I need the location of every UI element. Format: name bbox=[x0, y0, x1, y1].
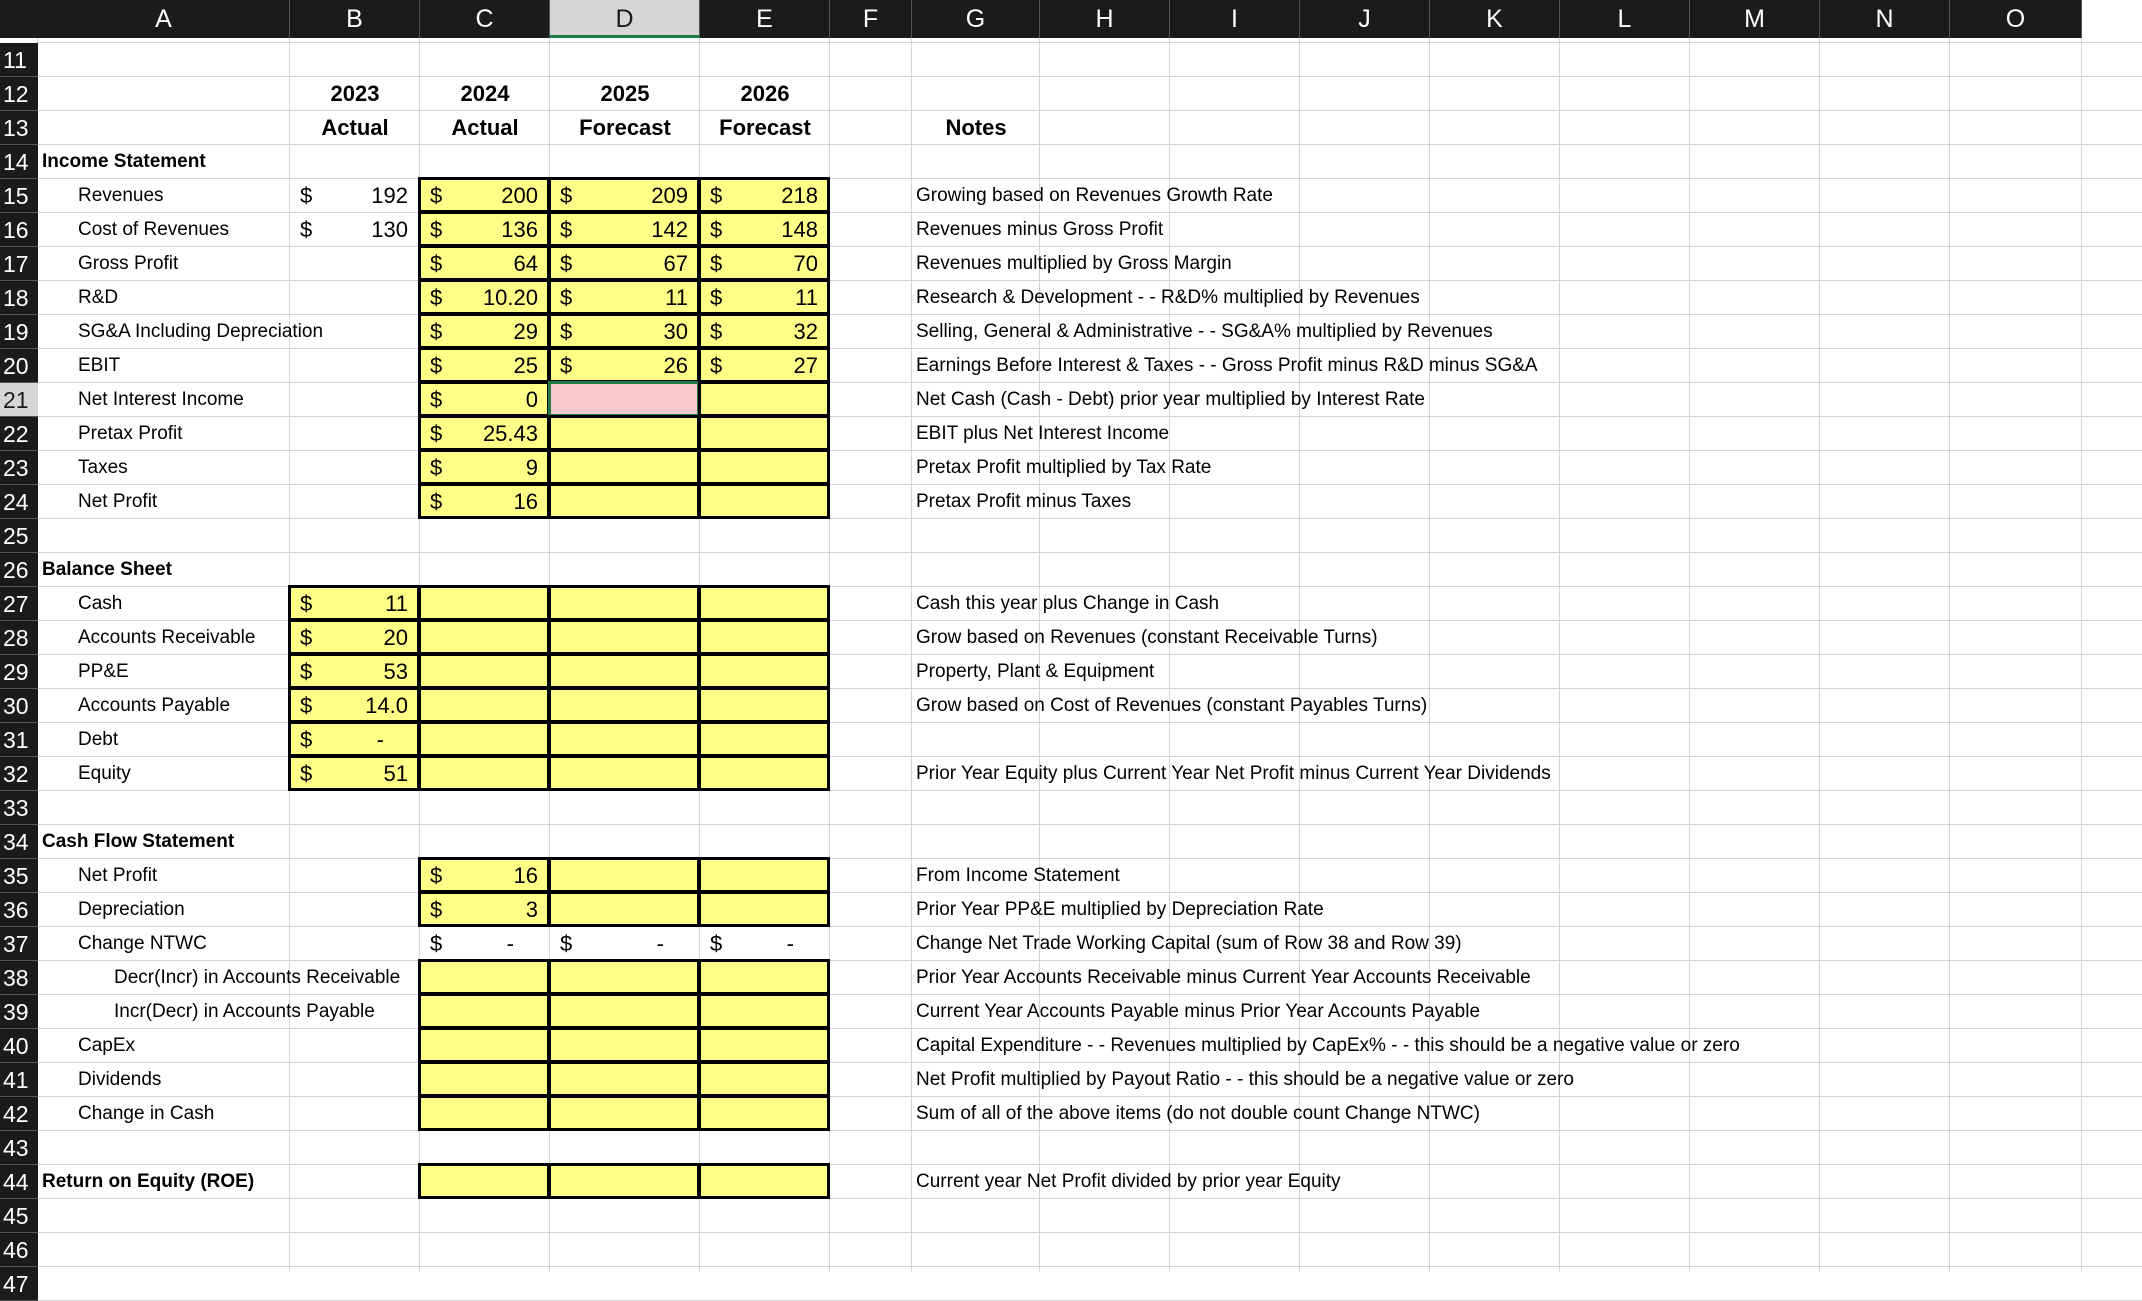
row-header-32[interactable]: 32 bbox=[0, 757, 38, 791]
currency-symbol: $ bbox=[430, 353, 443, 378]
column-header-k[interactable]: K bbox=[1430, 0, 1560, 38]
note-text: Growing based on Revenues Growth Rate bbox=[916, 185, 1273, 206]
currency-symbol: $ bbox=[710, 285, 723, 310]
row-header-36[interactable]: 36 bbox=[0, 893, 38, 927]
gridline bbox=[1689, 38, 1690, 1272]
gridline bbox=[911, 38, 912, 1272]
note-text: From Income Statement bbox=[916, 865, 1120, 886]
row-label: CapEx bbox=[78, 1035, 136, 1056]
currency-symbol: $ bbox=[560, 319, 573, 344]
row-header-29[interactable]: 29 bbox=[0, 655, 38, 689]
gridline bbox=[1819, 38, 1820, 1272]
note-text: Capital Expenditure - - Revenues multiplied by CapEx% - - this should be a negative value or zero bbox=[916, 1035, 1740, 1056]
input-cell[interactable] bbox=[548, 483, 700, 519]
input-cell[interactable] bbox=[698, 381, 830, 417]
row-header-11[interactable]: 11 bbox=[0, 43, 38, 77]
row-header-33[interactable]: 33 bbox=[0, 791, 38, 825]
note-text: Property, Plant & Equipment bbox=[916, 661, 1155, 682]
row-header-46[interactable]: 46 bbox=[0, 1233, 38, 1267]
cell-value[interactable]: 25 bbox=[513, 353, 538, 378]
row-header-34[interactable]: 34 bbox=[0, 825, 38, 859]
currency-symbol: $ bbox=[430, 489, 443, 514]
currency-symbol: $ bbox=[300, 693, 313, 718]
row-label: Equity bbox=[78, 763, 131, 784]
row-label: SG&A Including Depreciation bbox=[78, 321, 324, 342]
input-cell[interactable] bbox=[418, 653, 550, 689]
input-cell[interactable] bbox=[698, 1095, 830, 1131]
cell-value[interactable]: 70 bbox=[793, 251, 818, 276]
note-text: Prior Year Accounts Receivable minus Current Year Accounts Receivable bbox=[916, 967, 1531, 988]
input-cell[interactable] bbox=[548, 619, 700, 655]
row-label: Change NTWC bbox=[78, 933, 207, 954]
row-header-12[interactable]: 12 bbox=[0, 77, 38, 111]
input-cell[interactable] bbox=[418, 993, 550, 1029]
year-header: 2026 bbox=[740, 81, 790, 106]
row-label: Pretax Profit bbox=[78, 423, 183, 444]
input-cell[interactable] bbox=[698, 415, 830, 451]
cell-value[interactable]: 29 bbox=[513, 319, 538, 344]
row-header-44[interactable]: 44 bbox=[0, 1165, 38, 1199]
row-header-41[interactable]: 41 bbox=[0, 1063, 38, 1097]
input-cell[interactable] bbox=[698, 1061, 830, 1097]
note-text: Sum of all of the above items (do not double count Change NTWC) bbox=[916, 1103, 1480, 1124]
gridline bbox=[38, 552, 2142, 553]
column-header-l[interactable]: L bbox=[1560, 0, 1690, 38]
row-header-22[interactable]: 22 bbox=[0, 417, 38, 451]
currency-symbol: $ bbox=[710, 353, 723, 378]
period-type-header: Forecast bbox=[719, 115, 811, 140]
currency-symbol: $ bbox=[300, 761, 313, 786]
currency-symbol: $ bbox=[710, 931, 723, 956]
input-cell[interactable] bbox=[418, 687, 550, 723]
row-header-26[interactable]: 26 bbox=[0, 553, 38, 587]
note-text: EBIT plus Net Interest Income bbox=[916, 423, 1170, 444]
cell-value[interactable]: 25.43 bbox=[482, 421, 538, 446]
cell-value[interactable]: 11 bbox=[665, 285, 688, 310]
currency-symbol: $ bbox=[300, 217, 313, 242]
column-header-j[interactable]: J bbox=[1300, 0, 1430, 38]
row-label: Accounts Payable bbox=[78, 695, 231, 716]
row-header-24[interactable]: 24 bbox=[0, 485, 38, 519]
note-text: Revenues minus Gross Profit bbox=[916, 219, 1164, 240]
input-cell[interactable] bbox=[698, 857, 830, 893]
row-header-39[interactable]: 39 bbox=[0, 995, 38, 1029]
currency-symbol: $ bbox=[710, 251, 723, 276]
cell-value[interactable]: 3 bbox=[525, 897, 538, 922]
input-cell[interactable] bbox=[698, 721, 830, 757]
row-header-38[interactable]: 38 bbox=[0, 961, 38, 995]
input-cell[interactable] bbox=[698, 993, 830, 1029]
note-text: Research & Development - - R&D% multiplied by Revenues bbox=[916, 287, 1420, 308]
row-header-30[interactable]: 30 bbox=[0, 689, 38, 723]
notes-header: Notes bbox=[945, 115, 1007, 140]
currency-symbol: $ bbox=[710, 183, 723, 208]
note-text: Net Profit multiplied by Payout Ratio - - this should be a negative value or zero bbox=[916, 1069, 1574, 1090]
note-text: Prior Year Equity plus Current Year Net Profit minus Current Year Dividends bbox=[916, 763, 1551, 784]
cell-value[interactable]: 20 bbox=[383, 625, 408, 650]
year-header: 2024 bbox=[460, 81, 510, 106]
currency-symbol: $ bbox=[300, 183, 313, 208]
cell-value[interactable]: - bbox=[506, 931, 514, 956]
note-text: Grow based on Cost of Revenues (constant Payables Turns) bbox=[916, 695, 1428, 716]
currency-symbol: $ bbox=[430, 319, 443, 344]
input-cell[interactable] bbox=[548, 415, 700, 451]
note-text: Pretax Profit minus Taxes bbox=[916, 491, 1132, 512]
cell-value[interactable]: 11 bbox=[385, 591, 408, 616]
cell-value[interactable]: 51 bbox=[383, 761, 408, 786]
row-label: PP&E bbox=[78, 661, 129, 682]
column-header-c[interactable]: C bbox=[420, 0, 550, 38]
row-header-18[interactable]: 18 bbox=[0, 281, 38, 315]
input-cell[interactable] bbox=[548, 959, 700, 995]
cell-value[interactable]: 192 bbox=[371, 183, 408, 208]
note-text: Grow based on Revenues (constant Receivable Turns) bbox=[916, 627, 1378, 648]
input-cell[interactable] bbox=[698, 891, 830, 927]
note-text: Selling, General & Administrative - - SG&A% multiplied by Revenues bbox=[916, 321, 1493, 342]
note-text: Change Net Trade Working Capital (sum of Row 38 and Row 39) bbox=[916, 933, 1462, 954]
year-header: 2025 bbox=[600, 81, 650, 106]
row-label: Change in Cash bbox=[78, 1103, 215, 1124]
gridline bbox=[38, 1266, 2142, 1267]
input-cell[interactable] bbox=[698, 959, 830, 995]
gridline bbox=[38, 1232, 2142, 1233]
currency-symbol: $ bbox=[430, 217, 443, 242]
cell-value[interactable]: 16 bbox=[513, 489, 538, 514]
cell-value[interactable]: 64 bbox=[513, 251, 538, 276]
note-text: Current Year Accounts Payable minus Prior Year Accounts Payable bbox=[916, 1001, 1481, 1022]
input-cell[interactable] bbox=[698, 585, 830, 621]
column-header-i[interactable]: I bbox=[1170, 0, 1300, 38]
currency-symbol: $ bbox=[430, 183, 443, 208]
currency-symbol: $ bbox=[430, 863, 443, 888]
note-text: Earnings Before Interest & Taxes - - Gross Profit minus R&D minus SG&A bbox=[916, 355, 1538, 376]
row-label: Depreciation bbox=[78, 899, 185, 920]
row-header-43[interactable]: 43 bbox=[0, 1131, 38, 1165]
row-header-31[interactable]: 31 bbox=[0, 723, 38, 757]
row-header-27[interactable]: 27 bbox=[0, 587, 38, 621]
period-type-header: Actual bbox=[321, 115, 389, 140]
row-label: Accounts Receivable bbox=[78, 627, 256, 648]
input-cell[interactable] bbox=[548, 755, 700, 791]
currency-symbol: $ bbox=[560, 285, 573, 310]
input-cell[interactable] bbox=[418, 1095, 550, 1131]
cell-value[interactable]: 10.20 bbox=[482, 285, 538, 310]
column-header-e[interactable]: E bbox=[700, 0, 830, 38]
row-header-16[interactable]: 16 bbox=[0, 213, 38, 247]
currency-symbol: $ bbox=[300, 659, 313, 684]
input-cell[interactable] bbox=[548, 1095, 700, 1131]
cell-value[interactable]: 218 bbox=[781, 183, 818, 208]
currency-symbol: $ bbox=[430, 897, 443, 922]
column-header-d[interactable]: D bbox=[550, 0, 700, 38]
note-text: Pretax Profit multiplied by Tax Rate bbox=[916, 457, 1212, 478]
row-label: Taxes bbox=[78, 457, 128, 478]
note-text: Net Cash (Cash - Debt) prior year multiplied by Interest Rate bbox=[916, 389, 1425, 410]
gridline bbox=[38, 824, 2142, 825]
currency-symbol: $ bbox=[430, 931, 443, 956]
note-text: Prior Year PP&E multiplied by Depreciation Rate bbox=[916, 899, 1324, 920]
row-header-28[interactable]: 28 bbox=[0, 621, 38, 655]
column-header-o[interactable]: O bbox=[1950, 0, 2082, 38]
cell-value[interactable]: - bbox=[656, 931, 664, 956]
row-header-40[interactable]: 40 bbox=[0, 1029, 38, 1063]
currency-symbol: $ bbox=[560, 931, 573, 956]
input-cell[interactable] bbox=[698, 619, 830, 655]
row-header-42[interactable]: 42 bbox=[0, 1097, 38, 1131]
row-header-13[interactable]: 13 bbox=[0, 111, 38, 145]
currency-symbol: $ bbox=[430, 455, 443, 480]
column-header-a[interactable]: A bbox=[38, 0, 290, 38]
note-text: Cash this year plus Change in Cash bbox=[916, 593, 1220, 614]
row-header-47[interactable]: 47 bbox=[0, 1267, 38, 1301]
currency-symbol: $ bbox=[300, 727, 313, 752]
input-cell[interactable] bbox=[698, 1163, 830, 1199]
input-cell[interactable] bbox=[548, 1163, 700, 1199]
row-header-45[interactable]: 45 bbox=[0, 1199, 38, 1233]
cell-value[interactable]: 136 bbox=[501, 217, 538, 242]
row-label: Debt bbox=[78, 729, 119, 750]
row-header-19[interactable]: 19 bbox=[0, 315, 38, 349]
input-cell[interactable] bbox=[548, 653, 700, 689]
row-label: Dividends bbox=[78, 1069, 162, 1090]
input-cell[interactable] bbox=[418, 1027, 550, 1063]
row-label: Net Interest Income bbox=[78, 389, 244, 410]
input-cell[interactable] bbox=[548, 1061, 700, 1097]
input-cell[interactable] bbox=[548, 993, 700, 1029]
cell-value[interactable]: 16 bbox=[513, 863, 538, 888]
row-header-21[interactable]: 21 bbox=[0, 383, 38, 417]
row-label: R&D bbox=[78, 287, 119, 308]
input-cell[interactable] bbox=[698, 449, 830, 485]
cell-value[interactable]: 14.0 bbox=[365, 693, 408, 718]
row-label: Net Profit bbox=[78, 865, 158, 886]
input-cell[interactable] bbox=[548, 891, 700, 927]
cell-value[interactable]: 53 bbox=[383, 659, 408, 684]
cell-value[interactable]: 200 bbox=[501, 183, 538, 208]
currency-symbol: $ bbox=[300, 625, 313, 650]
gridline bbox=[2081, 38, 2082, 1272]
input-cell[interactable] bbox=[698, 483, 830, 519]
input-cell[interactable] bbox=[548, 1027, 700, 1063]
column-header-g[interactable]: G bbox=[912, 0, 1040, 38]
input-cell[interactable] bbox=[548, 721, 700, 757]
cell-value[interactable]: 9 bbox=[525, 455, 538, 480]
section-title-income: Income Statement bbox=[42, 151, 206, 172]
input-cell[interactable] bbox=[418, 959, 550, 995]
column-header-n[interactable]: N bbox=[1820, 0, 1950, 38]
input-cell[interactable] bbox=[418, 619, 550, 655]
input-cell[interactable] bbox=[548, 585, 700, 621]
row-label: Decr(Incr) in Accounts Receivable bbox=[114, 967, 401, 988]
note-text: Current year Net Profit divided by prior year Equity bbox=[916, 1171, 1341, 1192]
selected-cell[interactable] bbox=[548, 381, 700, 417]
input-cell[interactable] bbox=[698, 755, 830, 791]
row-header-14[interactable]: 14 bbox=[0, 145, 38, 179]
column-header-h[interactable]: H bbox=[1040, 0, 1170, 38]
input-cell[interactable] bbox=[418, 1061, 550, 1097]
currency-symbol: $ bbox=[560, 183, 573, 208]
cell-value[interactable]: 209 bbox=[651, 183, 688, 208]
input-cell[interactable] bbox=[698, 1027, 830, 1063]
input-cell[interactable] bbox=[548, 687, 700, 723]
cell-value[interactable]: 148 bbox=[781, 217, 818, 242]
gridline bbox=[38, 42, 2142, 43]
gridline bbox=[1949, 38, 1950, 1272]
cell-value[interactable]: 130 bbox=[371, 217, 408, 242]
row-header-35[interactable]: 35 bbox=[0, 859, 38, 893]
select-all-corner[interactable] bbox=[0, 0, 38, 38]
currency-symbol: $ bbox=[300, 591, 313, 616]
section-title-roe: Return on Equity (ROE) bbox=[42, 1171, 255, 1192]
input-cell[interactable] bbox=[548, 857, 700, 893]
currency-symbol: $ bbox=[560, 353, 573, 378]
period-type-header: Actual bbox=[451, 115, 519, 140]
column-header-f[interactable]: F bbox=[830, 0, 912, 38]
cell-value[interactable]: - bbox=[786, 931, 794, 956]
currency-symbol: $ bbox=[710, 319, 723, 344]
row-header-20[interactable]: 20 bbox=[0, 349, 38, 383]
row-header-37[interactable]: 37 bbox=[0, 927, 38, 961]
currency-symbol: $ bbox=[430, 285, 443, 310]
currency-symbol: $ bbox=[710, 217, 723, 242]
row-label: EBIT bbox=[78, 355, 121, 376]
cell-value[interactable]: 30 bbox=[663, 319, 688, 344]
row-label: Cost of Revenues bbox=[78, 219, 230, 240]
section-title-balance: Balance Sheet bbox=[42, 559, 172, 580]
year-header: 2023 bbox=[330, 81, 380, 106]
row-header-25[interactable]: 25 bbox=[0, 519, 38, 553]
note-text: Revenues multiplied by Gross Margin bbox=[916, 253, 1232, 274]
currency-symbol: $ bbox=[430, 387, 443, 412]
currency-symbol: $ bbox=[430, 421, 443, 446]
input-cell[interactable] bbox=[418, 755, 550, 791]
cell-value[interactable]: 11 bbox=[795, 285, 818, 310]
row-header-17[interactable]: 17 bbox=[0, 247, 38, 281]
cell-value[interactable]: 142 bbox=[651, 217, 688, 242]
column-header-b[interactable]: B bbox=[290, 0, 420, 38]
input-cell[interactable] bbox=[548, 449, 700, 485]
currency-symbol: $ bbox=[560, 217, 573, 242]
row-label: Cash bbox=[78, 593, 123, 614]
cell-value[interactable]: 26 bbox=[663, 353, 688, 378]
row-label: Net Profit bbox=[78, 491, 158, 512]
input-cell[interactable] bbox=[418, 1163, 550, 1199]
input-cell[interactable] bbox=[698, 653, 830, 689]
row-header-15[interactable]: 15 bbox=[0, 179, 38, 213]
cell-value[interactable]: - bbox=[376, 727, 384, 752]
section-title-cashflow: Cash Flow Statement bbox=[42, 831, 235, 852]
period-type-header: Forecast bbox=[579, 115, 671, 140]
currency-symbol: $ bbox=[430, 251, 443, 276]
row-label: Revenues bbox=[78, 185, 164, 206]
input-cell[interactable] bbox=[418, 721, 550, 757]
row-label: Gross Profit bbox=[78, 253, 179, 274]
cell-value[interactable]: 32 bbox=[793, 319, 818, 344]
row-header-23[interactable]: 23 bbox=[0, 451, 38, 485]
input-cell[interactable] bbox=[418, 585, 550, 621]
cell-value[interactable]: 27 bbox=[793, 353, 818, 378]
row-label: Incr(Decr) in Accounts Payable bbox=[114, 1001, 375, 1022]
column-header-m[interactable]: M bbox=[1690, 0, 1820, 38]
cell-value[interactable]: 67 bbox=[663, 251, 688, 276]
input-cell[interactable] bbox=[698, 687, 830, 723]
cell-value[interactable]: 0 bbox=[525, 387, 538, 412]
currency-symbol: $ bbox=[560, 251, 573, 276]
